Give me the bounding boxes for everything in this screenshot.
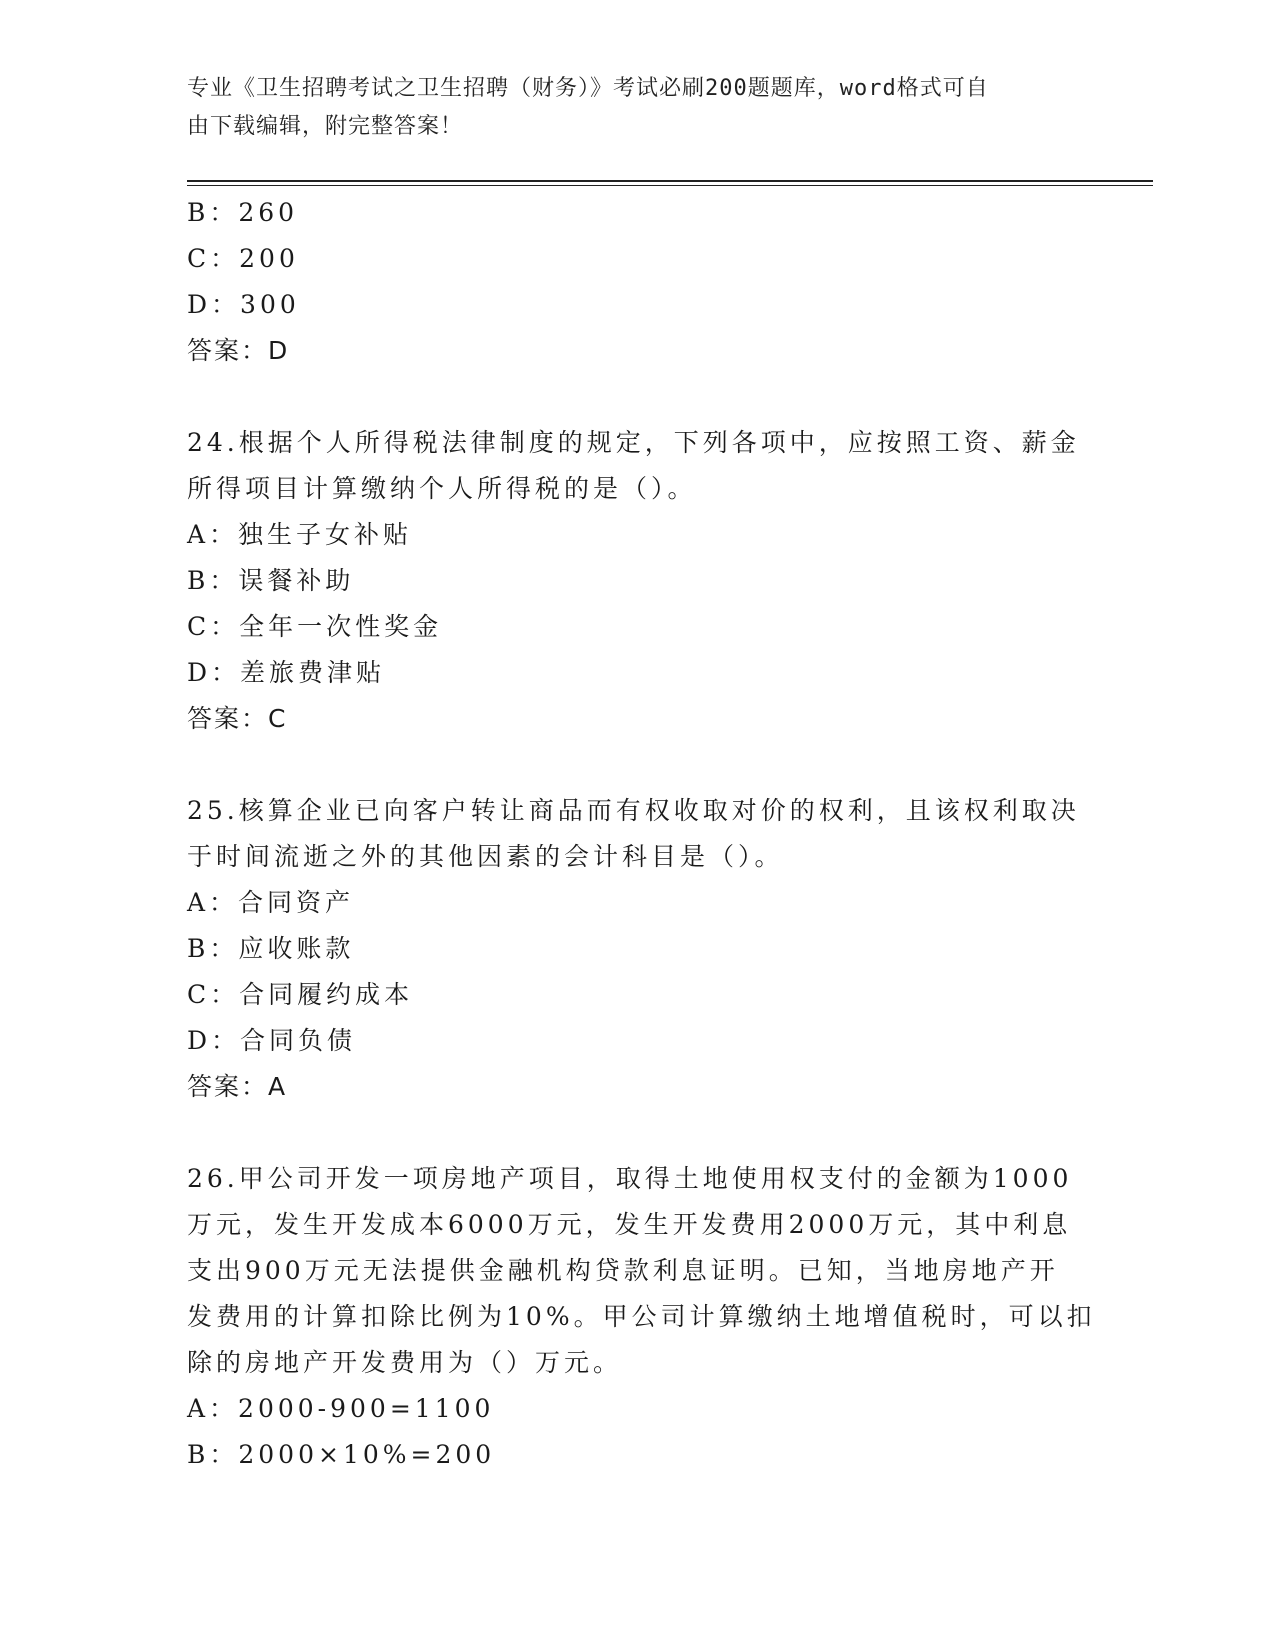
answer-line: 答案：D (187, 336, 290, 365)
option-c: C：200 (187, 244, 299, 273)
document-header (187, 70, 1067, 146)
option-a: A：2000-900=1100 (187, 1394, 495, 1423)
header-line-1: 专业《卫生招聘考试之卫生招聘（财务）》考试必刷200题题库，word格式可自 (187, 76, 989, 101)
option-c: C：合同履约成本 (187, 980, 414, 1009)
question-text-line: 24.根据个人所得税法律制度的规定，下列各项中，应按照工资、薪金 (187, 428, 1080, 457)
option-b: B：2000×10%=200 (187, 1440, 496, 1469)
header-divider-thick (187, 180, 1153, 182)
spacer (187, 1110, 1087, 1156)
question-text-line: 25.核算企业已向客户转让商品而有权收取对价的权利，且该权利取决 (187, 796, 1080, 825)
question-text-line: 所得项目计算缴纳个人所得税的是（）。 (187, 474, 697, 503)
option-d: D：合同负债 (187, 1026, 357, 1055)
option-a: A：合同资产 (187, 888, 355, 917)
question-text-line: 于时间流逝之外的其他因素的会计科目是（）。 (187, 842, 784, 871)
option-a: A：独生子女补贴 (187, 520, 413, 549)
document-body (187, 190, 1096, 1478)
answer-line: 答案：C (187, 704, 288, 733)
question-text-line: 26.甲公司开发一项房地产项目，取得土地使用权支付的金额为1000 (187, 1164, 1073, 1193)
question-block-23 (187, 190, 1087, 374)
answer-line: 答案：A (187, 1072, 288, 1101)
spacer (187, 742, 1087, 788)
header-line-2: 由下载编辑，附完整答案！ (187, 114, 464, 139)
option-c: C：全年一次性奖金 (187, 612, 443, 641)
option-b: B：误餐补助 (187, 566, 355, 595)
question-block-25 (187, 788, 1087, 1110)
spacer (187, 374, 1087, 420)
question-text-line: 除的房地产开发费用为（）万元。 (187, 1348, 623, 1377)
question-text-line: 发费用的计算扣除比例为10%。甲公司计算缴纳土地增值税时，可以扣 (187, 1302, 1096, 1331)
header-divider-thin (187, 185, 1153, 186)
option-b: B：260 (187, 198, 299, 227)
option-d: D：300 (187, 290, 300, 319)
option-b: B：应收账款 (187, 934, 355, 963)
option-d: D：差旅费津贴 (187, 658, 386, 687)
question-block-24 (187, 420, 1087, 742)
question-text-line: 万元，发生开发成本6000万元，发生开发费用2000万元，其中利息 (187, 1210, 1072, 1239)
question-text-line: 支出900万元无法提供金融机构贷款利息证明。已知，当地房地产开 (187, 1256, 1059, 1285)
question-block-26 (187, 1156, 1096, 1478)
